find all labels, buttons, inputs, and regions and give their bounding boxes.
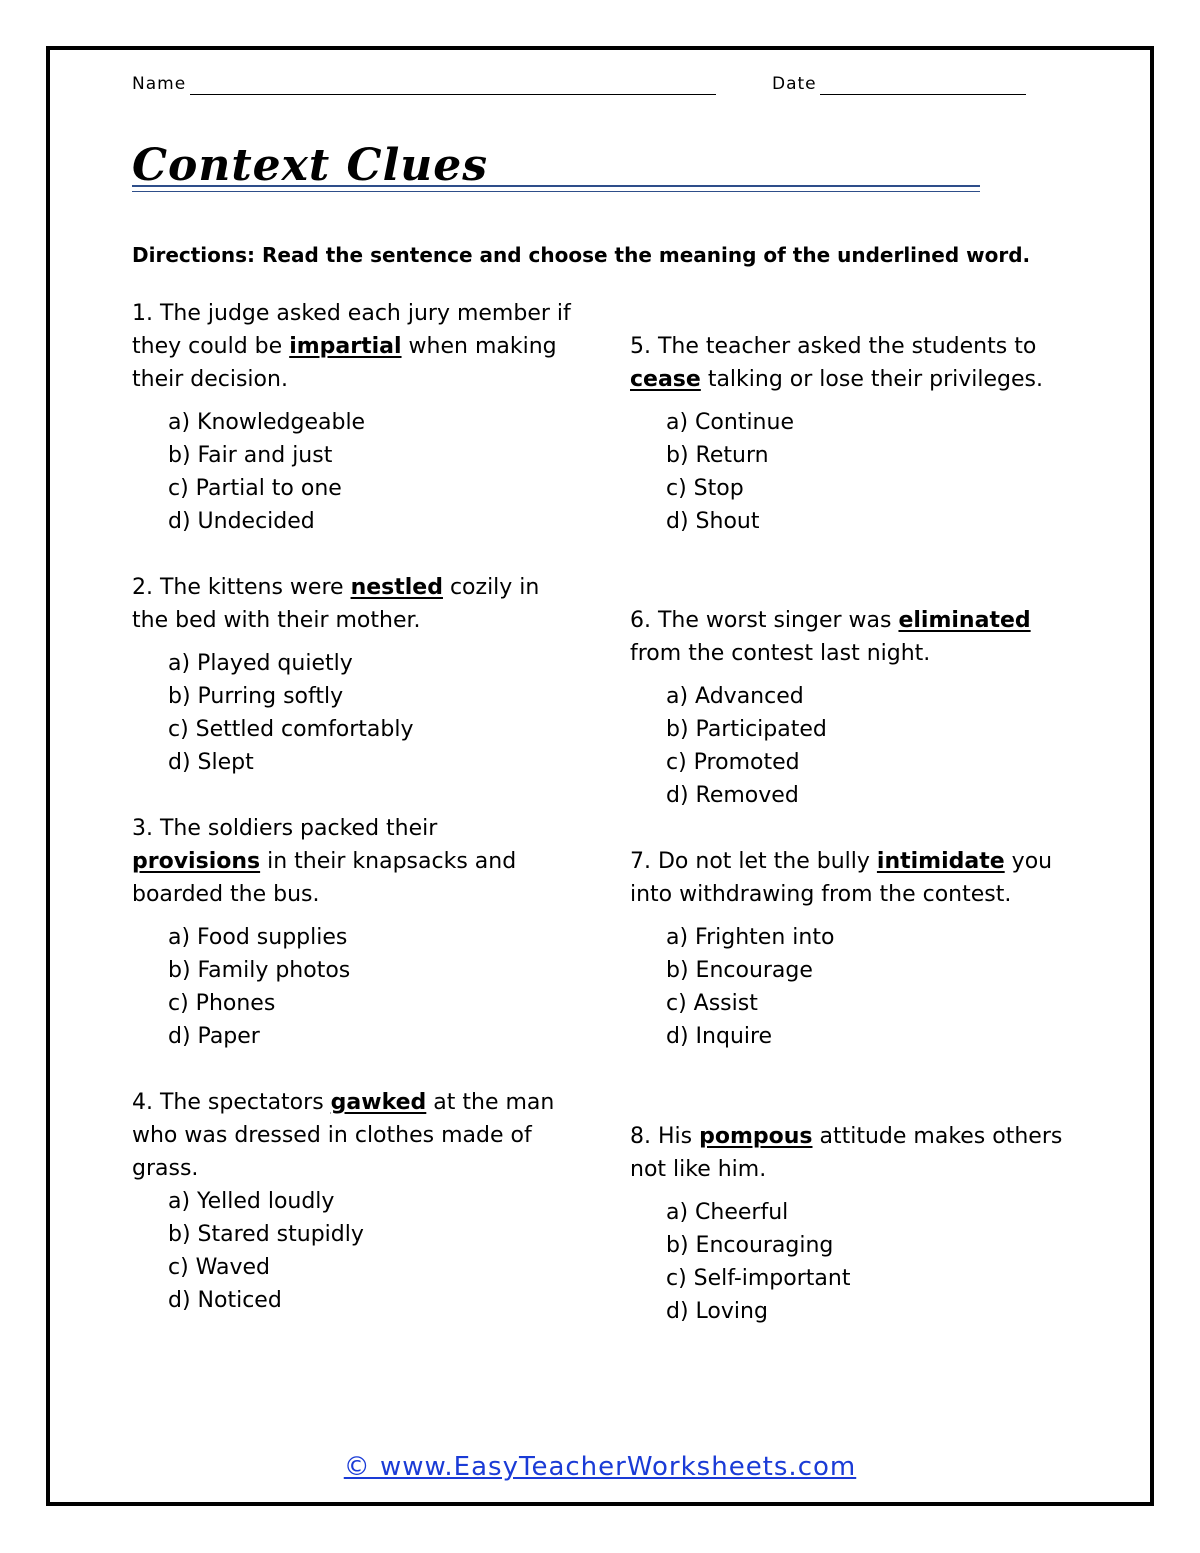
question-text: 4. The spectators gawked at the man who was dressed in clothes made of grass. — [132, 1090, 555, 1181]
question-4 — [132, 1086, 572, 1317]
option-d[interactable]: d) Paper — [168, 1024, 260, 1049]
option-b[interactable]: b) Encourage — [666, 958, 813, 983]
question-text: 2. The kittens were nestled cozily in the bed with their mother. — [132, 575, 540, 633]
option-b[interactable]: b) Fair and just — [168, 443, 333, 468]
option-a[interactable]: a) Frighten into — [666, 925, 835, 950]
option-a[interactable]: a) Yelled loudly — [168, 1189, 335, 1214]
option-d[interactable]: d) Undecided — [168, 509, 315, 534]
option-d[interactable]: d) Loving — [666, 1299, 768, 1324]
question-3 — [132, 812, 572, 1053]
title-rule-thin — [132, 191, 980, 192]
option-a[interactable]: a) Knowledgeable — [168, 410, 366, 435]
question-5 — [630, 330, 1070, 538]
question-1 — [132, 297, 572, 538]
target-word: cease — [630, 367, 701, 392]
name-field-line[interactable] — [190, 94, 716, 95]
option-b[interactable]: b) Participated — [666, 717, 827, 742]
option-a[interactable]: a) Played quietly — [168, 651, 353, 676]
date-field-line[interactable] — [820, 94, 1026, 95]
option-b[interactable]: b) Stared stupidly — [168, 1222, 364, 1247]
target-word: impartial — [289, 334, 402, 359]
option-b[interactable]: b) Family photos — [168, 958, 351, 983]
option-a[interactable]: a) Food supplies — [168, 925, 348, 950]
question-text: 8. His pompous attitude makes others not like him. — [630, 1124, 1063, 1182]
target-word: pompous — [699, 1124, 813, 1149]
footer-link[interactable]: © www.EasyTeacherWorksheets.com — [343, 1452, 857, 1482]
question-text: 6. The worst singer was eliminated from the contest last night. — [630, 608, 1031, 666]
option-a[interactable]: a) Cheerful — [666, 1200, 789, 1225]
option-b[interactable]: b) Return — [666, 443, 769, 468]
target-word: gawked — [330, 1090, 427, 1115]
option-d[interactable]: d) Noticed — [168, 1288, 282, 1313]
option-c[interactable]: c) Partial to one — [168, 476, 342, 501]
target-word: eliminated — [898, 608, 1031, 633]
option-c[interactable]: c) Settled comfortably — [168, 717, 414, 742]
option-d[interactable]: d) Slept — [168, 750, 254, 775]
question-6 — [630, 604, 1070, 812]
question-text: 5. The teacher asked the students to cease talking or lose their privileges. — [630, 334, 1043, 392]
question-8 — [630, 1120, 1070, 1328]
option-c[interactable]: c) Self-important — [666, 1266, 851, 1291]
page-title: Context Clues — [132, 140, 489, 191]
option-b[interactable]: b) Purring softly — [168, 684, 344, 709]
target-word: provisions — [132, 849, 261, 874]
option-c[interactable]: c) Waved — [168, 1255, 271, 1280]
option-c[interactable]: c) Promoted — [666, 750, 800, 775]
option-c[interactable]: c) Assist — [666, 991, 758, 1016]
directions: Directions: Read the sentence and choose the meaning of the underlined word. — [132, 243, 1031, 267]
target-word: intimidate — [876, 849, 1005, 874]
option-c[interactable]: c) Stop — [666, 476, 744, 501]
question-2 — [132, 571, 572, 779]
question-text: 1. The judge asked each jury member if they could be impartial when making their decision. — [132, 301, 571, 392]
title-rule — [132, 185, 980, 187]
question-text: 3. The soldiers packed their provisions in their knapsacks and boarded the bus. — [132, 816, 517, 907]
date-label: Date — [772, 74, 817, 94]
option-d[interactable]: d) Removed — [666, 783, 799, 808]
question-7 — [630, 845, 1070, 1053]
option-d[interactable]: d) Inquire — [666, 1024, 773, 1049]
question-text: 7. Do not let the bully intimidate you into withdrawing from the contest. — [630, 849, 1053, 907]
option-b[interactable]: b) Encouraging — [666, 1233, 834, 1258]
option-c[interactable]: c) Phones — [168, 991, 276, 1016]
name-label: Name — [132, 74, 187, 94]
target-word: nestled — [350, 575, 443, 600]
option-a[interactable]: a) Continue — [666, 410, 794, 435]
option-a[interactable]: a) Advanced — [666, 684, 804, 709]
option-d[interactable]: d) Shout — [666, 509, 760, 534]
